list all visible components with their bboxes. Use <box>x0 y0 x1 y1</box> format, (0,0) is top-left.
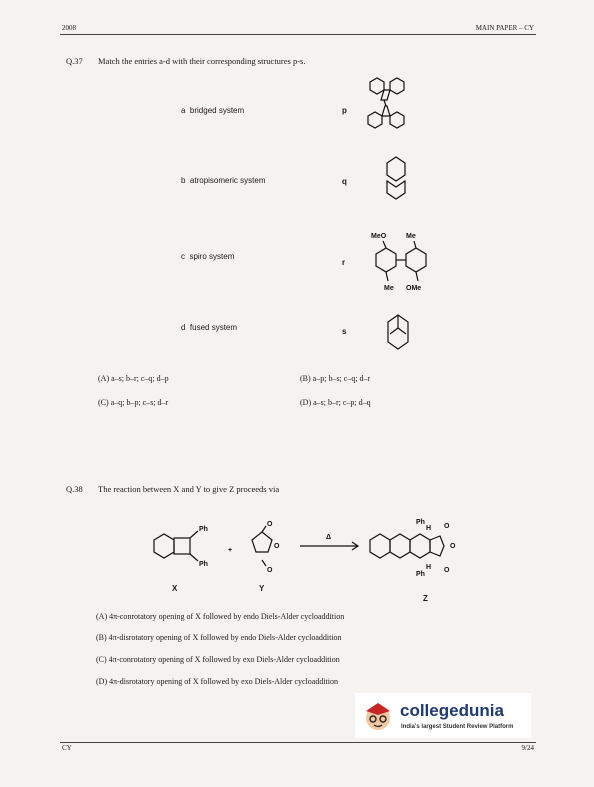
compound-z-label: Z <box>423 594 428 603</box>
q38-option-d[interactable]: (D) 4π-disrotatory opening of X followed by exo Diels-Alder cycloaddition <box>96 677 338 686</box>
q38-number: Q.38 <box>66 484 83 494</box>
biphenyl-structure <box>368 232 440 298</box>
x-ph-top: Ph <box>199 526 208 533</box>
z-ph-bottom: Ph <box>416 571 425 578</box>
reaction-scheme <box>148 514 468 604</box>
entry-label: fused system <box>189 323 238 332</box>
decalin-structure <box>385 155 415 210</box>
q37-entry-d <box>181 323 237 332</box>
q38-text: The reaction between X and Y to give Z proceeds via <box>98 484 280 494</box>
spiro-bifluorene-structure <box>360 76 410 142</box>
structure-label-p: p <box>342 106 347 115</box>
structure-label-s: s <box>342 327 347 336</box>
footer-code: CY <box>62 744 72 752</box>
plus-sign: + <box>228 547 233 554</box>
brand-name: collegedunia <box>400 701 504 720</box>
z-o-top: O <box>444 523 450 530</box>
q38-option-a[interactable]: (A) 4π-conrotatory opening of X followed by endo Diels-Alder cycloaddition <box>96 612 345 621</box>
header-year: 2008 <box>62 24 76 32</box>
z-ph-top: Ph <box>416 519 425 526</box>
q37-option-a[interactable]: (A) a–s; b–r; c–q; d–p <box>98 374 169 383</box>
q37-entry-c <box>181 252 234 261</box>
entry-letter: d <box>181 323 186 332</box>
me-top-label: Me <box>406 233 416 240</box>
entry-label: bridged system <box>189 106 245 115</box>
compound-x-label: X <box>172 584 178 593</box>
header-rule <box>60 34 536 35</box>
x-ph-bottom: Ph <box>199 561 208 568</box>
entry-letter: a <box>181 106 186 115</box>
q38-option-b[interactable]: (B) 4π-disrotatory opening of X followed by endo Diels-Alder cycloaddition <box>96 633 342 642</box>
z-o-bottom: O <box>444 567 450 574</box>
q37-entry-a <box>181 106 244 115</box>
z-o-ring: O <box>450 543 456 550</box>
footer-rule <box>60 742 536 743</box>
meo-label: MeO <box>371 233 387 240</box>
q37-option-c[interactable]: (C) a–q; b–p; c–s; d–r <box>98 398 169 407</box>
me-bottom-label: Me <box>384 285 394 292</box>
z-h-bottom: H <box>426 564 432 571</box>
footer-page: 9/24 <box>521 744 534 752</box>
q37-option-b[interactable]: (B) a–p; b–s; c–q; d–r <box>300 374 371 383</box>
bicycloheptane-structure <box>386 312 416 357</box>
q37-entry-b <box>181 176 265 185</box>
mascot-icon <box>361 699 395 733</box>
y-o-ring: O <box>274 543 280 550</box>
y-o-top: O <box>267 521 273 528</box>
q38-option-c[interactable]: (C) 4π-conrotatory opening of X followed by exo Diels-Alder cycloaddition <box>96 655 340 664</box>
structure-label-q: q <box>342 177 347 186</box>
compound-y-label: Y <box>259 584 265 593</box>
q37-option-d[interactable]: (D) a–s; b–r; c–p; d–q <box>300 398 371 407</box>
y-o-bottom: O <box>267 567 273 574</box>
entry-label: spiro system <box>189 252 235 261</box>
ome-label: OMe <box>406 285 422 292</box>
entry-letter: c <box>181 252 185 261</box>
header-paper: MAIN PAPER – CY <box>475 24 534 32</box>
entry-label: atropisomeric system <box>189 176 266 185</box>
collegedunia-watermark <box>355 693 531 738</box>
heat-symbol: Δ <box>326 534 332 541</box>
z-h-top: H <box>426 525 432 532</box>
entry-letter: b <box>181 176 186 185</box>
brand-tagline: India's largest Student Review Platform <box>401 724 514 730</box>
q37-text: Match the entries a-d with their corresponding structures p-s. <box>98 56 306 66</box>
structure-label-r: r <box>342 258 346 267</box>
q37-number: Q.37 <box>66 56 83 66</box>
